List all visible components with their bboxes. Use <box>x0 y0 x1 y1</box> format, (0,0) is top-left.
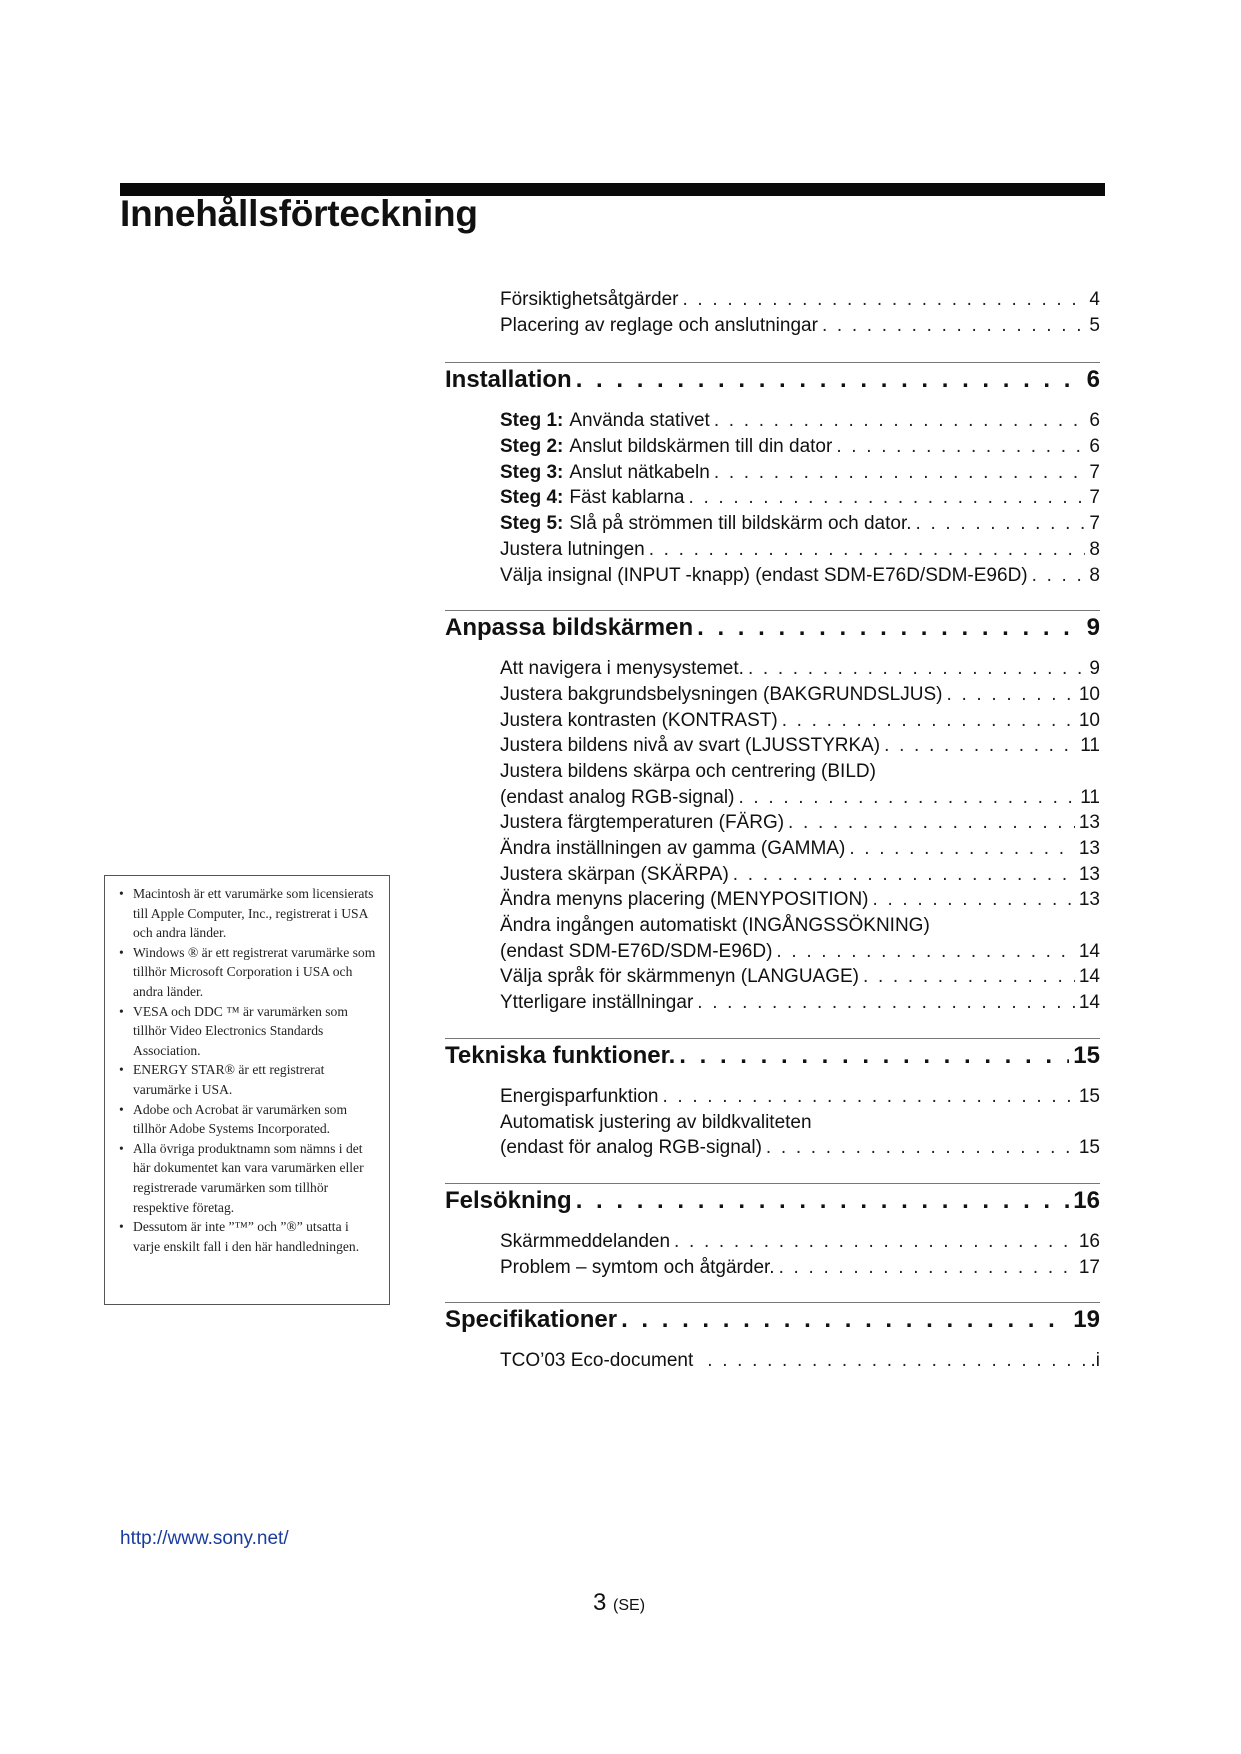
toc-entry[interactable]: Placering av reglage och anslutningar . . . 5 <box>500 313 1100 339</box>
toc-entry[interactable]: Steg 5: Slå på strömmen till bildskärm och dator. . . . 7 <box>500 511 1100 537</box>
trademark-notes <box>104 875 390 1305</box>
toc-entry[interactable]: Steg 2: Anslut bildskärmen till din dator . . . 6 <box>500 434 1100 460</box>
toc-entry-line[interactable]: Justera bildens skärpa och centrering (BILD) <box>500 760 876 782</box>
toc-intro-group <box>445 287 1100 338</box>
toc-entry[interactable]: Ändra menyns placering (MENYPOSITION) . . . 13 <box>500 887 1100 913</box>
toc-entry[interactable]: Välja insignal (INPUT -knapp) (endast SDM-E76D/SDM-E96D) . . . 8 <box>500 563 1100 589</box>
trademark-note: • ENERGY STAR® är ett registrerat varumärke i USA. <box>119 1062 325 1097</box>
toc-entry[interactable]: Steg 4: Fäst kablarna . . . 7 <box>500 485 1100 511</box>
toc-section-specifikationer <box>445 1302 1100 1374</box>
trademark-note: • Macintosh är ett varumärke som licensierats till Apple Computer, Inc., registrerat i USA och andra länder. <box>119 886 374 941</box>
toc-entry[interactable]: Försiktighetsåtgärder . . . 4 <box>500 287 1100 313</box>
toc-section-heading[interactable]: Installation . . . 6 <box>445 365 1100 395</box>
toc-entry[interactable]: Steg 1: Använda stativet . . . 6 <box>500 408 1100 434</box>
toc-section-installation <box>445 362 1100 588</box>
toc-entry[interactable]: Att navigera i menysystemet. . . . 9 <box>500 656 1100 682</box>
toc-section-entries <box>445 1348 1100 1374</box>
toc-entry[interactable]: Ändra inställningen av gamma (GAMMA) . . . 13 <box>500 836 1100 862</box>
toc-section-entries <box>445 656 1100 1016</box>
toc-entry[interactable]: Energisparfunktion . . . 15 <box>500 1084 1100 1110</box>
toc-section-tekniska <box>445 1038 1100 1161</box>
page-number: 3 (SE) <box>593 1589 646 1616</box>
toc-entry[interactable]: Justera skärpan (SKÄRPA) . . . 13 <box>500 862 1100 888</box>
toc-section-anpassa <box>445 610 1100 1016</box>
toc-entry[interactable]: Välja språk för skärmmenyn (LANGUAGE) . . . 14 <box>500 964 1100 990</box>
toc-entry[interactable]: (endast analog RGB-signal) . . . 11 <box>500 785 1100 811</box>
trademark-note: • Dessutom är inte ”™” och ”®” utsatta i varje enskilt fall i den här handledningen. <box>119 1219 360 1254</box>
toc-section-heading[interactable]: Tekniska funktioner. . . . 15 <box>445 1041 1100 1071</box>
toc-entry-line[interactable]: Ändra ingången automatiskt (INGÅNGSSÖKNING) <box>500 915 930 937</box>
trademark-note: • Adobe och Acrobat är varumärken som tillhör Adobe Systems Incorporated. <box>119 1101 348 1137</box>
toc-entry[interactable]: TCO’03 Eco-document . . . .i <box>500 1348 1100 1374</box>
trademark-note: • VESA och DDC ™ är varumärken som tillhör Video Electronics Standards Association. <box>119 1003 348 1058</box>
toc-entry[interactable]: Steg 3: Anslut nätkabeln . . . 7 <box>500 460 1100 486</box>
toc-section-heading[interactable]: Felsökning . . . 16 <box>445 1186 1100 1216</box>
toc-section-heading[interactable]: Anpassa bildskärmen . . . 9 <box>445 613 1100 643</box>
toc-entry[interactable]: Justera kontrasten (KONTRAST) . . . 10 <box>500 708 1100 734</box>
toc-entry[interactable]: Ytterligare inställningar . . . 14 <box>500 990 1100 1016</box>
toc-section-entries <box>445 408 1100 588</box>
toc-entry[interactable]: Problem – symtom och åtgärder. . . . 17 <box>500 1255 1100 1281</box>
toc-entry[interactable]: Justera bakgrundsbelysningen (BAKGRUNDSLJUS) . . . 10 <box>500 682 1100 708</box>
toc-entry[interactable]: Justera bildens nivå av svart (LJUSSTYRKA) . . . 11 <box>500 733 1100 759</box>
toc-section-entries <box>445 1084 1100 1161</box>
toc-entry[interactable]: Justera färgtemperaturen (FÄRG) . . . 13 <box>500 810 1100 836</box>
toc-entry-line[interactable]: Automatisk justering av bildkvaliteten <box>500 1111 812 1133</box>
toc-section-entries <box>445 1229 1100 1280</box>
toc-section-heading[interactable]: Specifikationer . . . 19 <box>445 1305 1100 1335</box>
toc-entry[interactable]: Skärmmeddelanden . . . 16 <box>500 1229 1100 1255</box>
toc-section-felsokning <box>445 1183 1100 1280</box>
table-of-contents <box>445 287 1100 1374</box>
sony-website-link[interactable]: http://www.sony.net/ <box>120 1528 289 1549</box>
trademark-note: • Windows ® är ett registrerat varumärke som tillhör Microsoft Corporation i USA och andra länder. <box>119 944 376 999</box>
toc-entry[interactable]: (endast för analog RGB-signal) . . . 15 <box>500 1135 1100 1161</box>
trademark-note: • Alla övriga produktnamn som nämns i det här dokumentet kan vara varumärken eller registrerade varumärken som tillhör respektive företag. <box>119 1140 364 1215</box>
toc-entry[interactable]: (endast SDM-E76D/SDM-E96D) . . . 14 <box>500 939 1100 965</box>
toc-entry[interactable]: Justera lutningen . . . 8 <box>500 537 1100 563</box>
page-title: Innehållsförteckning <box>120 193 478 234</box>
